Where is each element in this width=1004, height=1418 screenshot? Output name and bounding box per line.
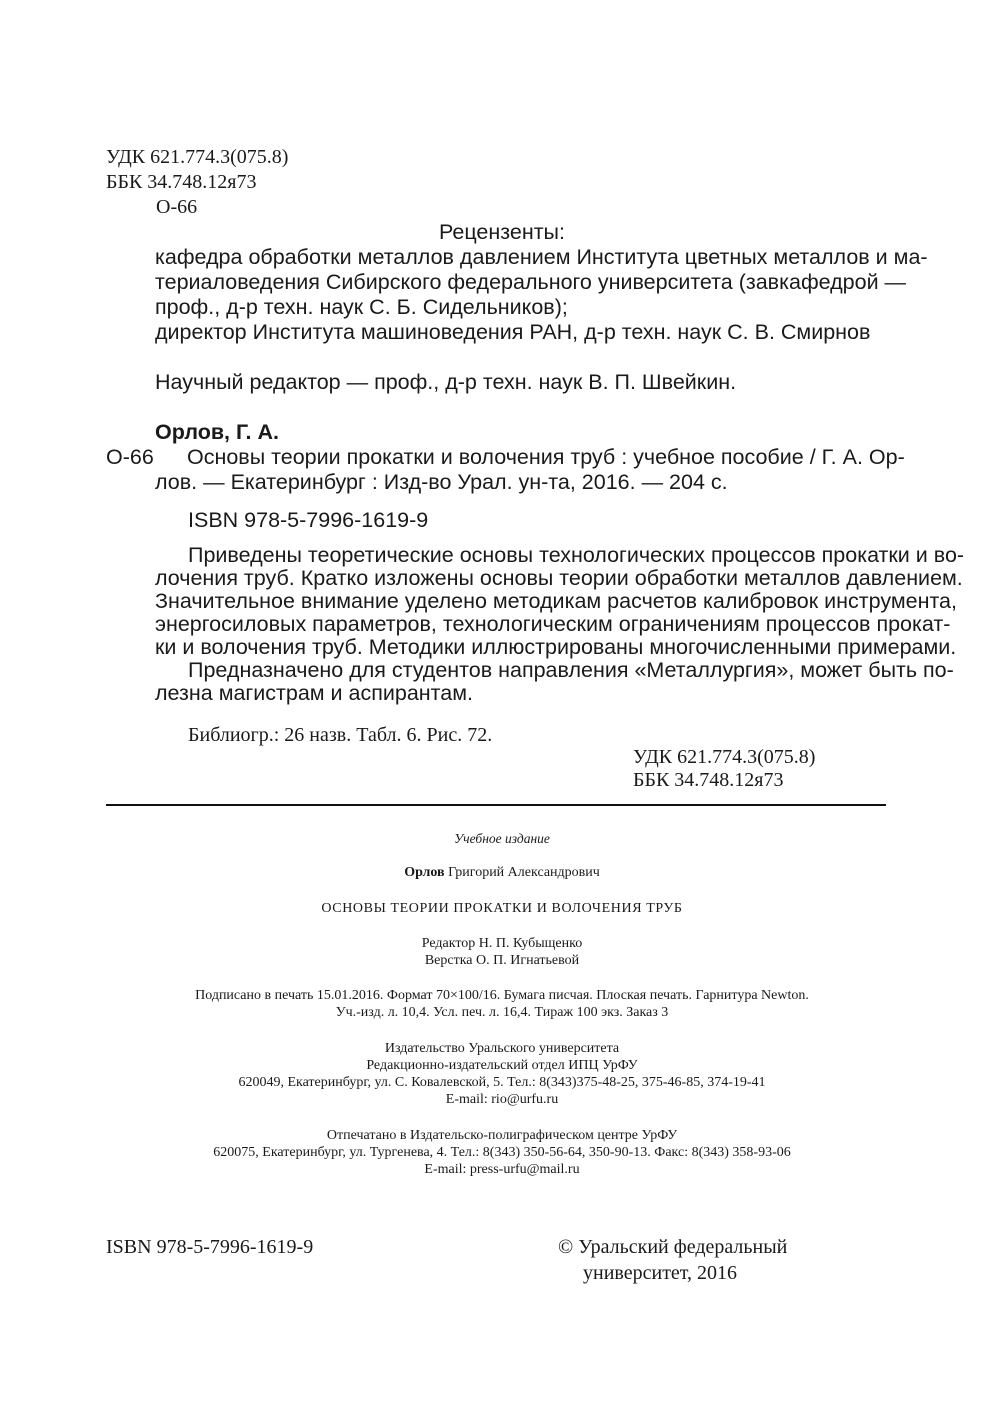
imprint-editor: Редактор Н. П. Кубыщенко (421, 936, 583, 951)
biblio-code: О-66 (106, 445, 154, 469)
printer-line: Отпечатано в Издательско-полиграфическом центре УрФУ (326, 1128, 678, 1143)
printer-line: 620075, Екатеринбург, ул. Тургенева, 4. Тел.: 8(343) 350-56-64, 350-90-13. Факс: 8(343) 358-93-06 (213, 1145, 791, 1160)
bibliography-count: Библиогр.: 26 назв. Табл. 6. Рис. 72. (188, 724, 493, 746)
publisher-line: Издательство Уральского университета (384, 1041, 620, 1056)
biblio-title-line: лов. — Екатеринбург : Изд-во Урал. ун-та, 2016. — 204 с. (155, 470, 728, 494)
footer-isbn: ISBN 978-5-7996-1619-9 (106, 1236, 314, 1258)
imprint-layout: Верстка О. П. Игнатьевой (424, 953, 580, 968)
reviewer-line: директор Института машиноведения РАН, д-р техн. наук С. В. Смирнов (155, 320, 871, 344)
bbk-code: ББК 34.748.12я73 (106, 171, 257, 193)
biblio-author: Орлов, Г. А. (155, 420, 279, 444)
imprint-signed: Подписано в печать 15.01.2016. Формат 70×100/16. Бумага писчая. Плоская печать. Гарнитура Newton. (195, 988, 809, 1003)
publisher-email: E-mail: rio@urfu.ru (445, 1092, 559, 1107)
edition-type: Учебное издание (454, 831, 550, 846)
author-lastname: Орлов (404, 865, 445, 880)
reviewer-line: проф., д-р техн. наук С. Б. Сидельников); (155, 295, 568, 319)
divider-line (106, 804, 886, 806)
bbk-code-right: ББК 34.748.12я73 (633, 769, 784, 791)
annotation-line: энергосиловых параметров, технологическим ограничениям процессов прокат- (155, 612, 951, 636)
biblio-title-line: Основы теории прокатки и волочения труб : учебное пособие / Г. А. Ор- (187, 445, 905, 469)
annotation-line: лочения труб. Кратко изложены основы теории обработки металлов давлением. (155, 566, 963, 590)
reviewers-title: Рецензенты: (439, 220, 565, 244)
biblio-isbn: ISBN 978-5-7996-1619-9 (188, 508, 429, 532)
imprint-print-info: Уч.-изд. л. 10,4. Усл. печ. л. 16,4. Тираж 100 экз. Заказ 3 (335, 1005, 669, 1020)
annotation-line: ки и волочения труб. Методики иллюстрированы многочисленными примерами. (155, 635, 957, 659)
publisher-line: Редакционно-издательский отдел ИПЦ УрФУ (366, 1058, 638, 1073)
imprint-author (0, 864, 1004, 881)
copyright-line: © Уральский федеральный (558, 1236, 788, 1258)
publisher-line: 620049, Екатеринбург, ул. С. Ковалевской, 5. Тел.: 8(343)375-48-25, 375-46-85, 374-19-41 (238, 1075, 766, 1090)
copyright-line: университет, 2016 (583, 1262, 738, 1284)
reviewer-line: териаловедения Сибирского федерального университета (завкафедрой — (155, 270, 907, 294)
annotation-line: Приведены теоретические основы технологических процессов прокатки и во- (188, 543, 965, 567)
imprint-title: ОСНОВЫ ТЕОРИИ ПРОКАТКИ И ВОЛОЧЕНИЯ ТРУБ (321, 901, 683, 916)
scientific-editor: Научный редактор — проф., д-р техн. наук В. П. Швейкин. (155, 370, 737, 394)
udk-code-right: УДК 621.774.3(075.8) (633, 746, 816, 768)
annotation-line: лезна магистрам и аспирантам. (155, 681, 473, 705)
annotation-line: Значительное внимание уделено методикам расчетов калибровок инструмента, (155, 589, 957, 613)
author-names: Григорий Александрович (444, 865, 600, 880)
author-mark: О-66 (156, 196, 198, 218)
printer-email: E-mail: press-urfu@mail.ru (424, 1162, 580, 1177)
udk-code: УДК 621.774.3(075.8) (106, 146, 289, 168)
reviewer-line: кафедра обработки металлов давлением Института цветных металлов и ма- (155, 245, 928, 269)
annotation-line: Предназначено для студентов направления «Металлургия», может быть по- (188, 658, 954, 682)
